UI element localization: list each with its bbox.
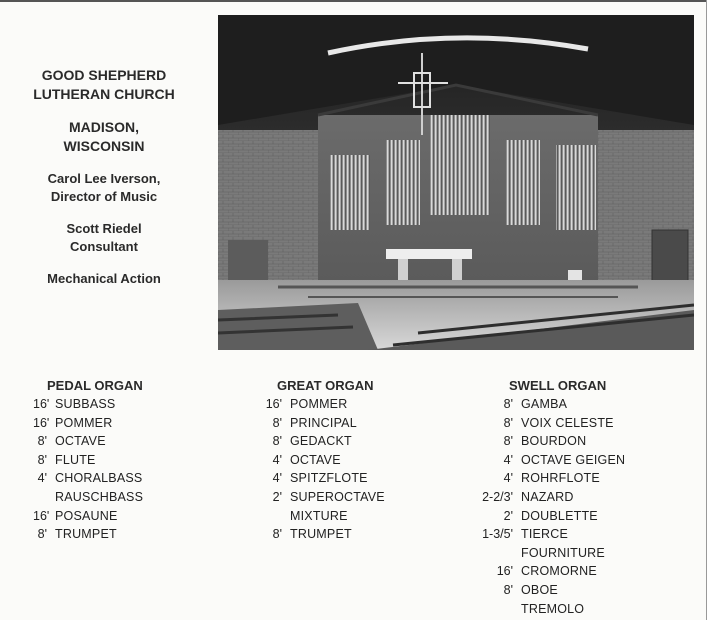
stop-name: TREMOLO [521,601,585,616]
stop-row [477,581,625,600]
stop-name: POMMER [290,397,348,411]
stop-name: DOUBLETTE [521,508,598,523]
division-title: SWELL ORGAN [509,378,607,393]
stop-name: GAMBA [521,397,568,411]
stop-size: 1-3/5' [482,527,513,542]
stop-size: 8' [503,582,513,597]
sanctuary-photo [218,15,694,350]
stop-size: 2' [272,489,282,504]
stop-row [265,507,385,526]
stop-row [33,395,143,414]
stop-size: 16' [33,508,50,523]
stop-size [477,600,521,619]
action-line: Mechanical Action [47,271,161,286]
church-name [14,66,194,104]
stop-size: 4' [503,452,513,467]
stop-row [265,451,385,470]
division-title: PEDAL ORGAN [47,378,143,393]
stop-row [477,451,625,470]
stop-row [265,414,385,433]
stop-size: 2' [503,508,513,523]
stop-row [33,469,143,488]
stop-name: RAUSCHBASS [55,489,144,504]
stop-row [477,525,625,544]
location-line: MADISON, [69,119,139,135]
stop-size: 4' [272,471,282,486]
stop-name: TIERCE [521,527,569,542]
church-info [14,66,194,302]
stop-row [477,488,625,507]
stop-name: TRUMPET [55,527,117,542]
stop-row [33,488,143,507]
stop-row [33,432,143,451]
consultant-credit [14,220,194,256]
stop-size: 4' [272,452,282,467]
top-border [0,0,707,2]
stop-name: CHORALBASS [55,471,143,486]
stop-row [33,451,143,470]
stop-name: TRUMPET [290,527,352,542]
stop-name: PRINCIPAL [290,415,357,430]
director-credit [14,170,194,206]
stop-size: 16' [33,397,50,411]
stop-row [33,414,143,433]
stop-size: 8' [503,415,513,430]
stop-row [477,395,625,414]
location-line: WISCONSIN [63,138,145,154]
sanctuary-illustration [218,15,694,350]
church-name-line: LUTHERAN CHURCH [33,86,175,102]
stop-name: VOIX CELESTE [521,415,614,430]
stop-name: SPITZFLOTE [290,471,368,486]
stop-name: GEDACKT [290,434,352,449]
action-type [14,270,194,288]
stop-name: BOURDON [521,434,587,449]
stop-name: MIXTURE [290,508,348,523]
stop-size: 8' [503,397,513,411]
stop-name: SUPEROCTAVE [290,489,385,504]
stop-size: 4' [503,471,513,486]
stop-row [265,395,385,414]
stop-name: OCTAVE [290,452,341,467]
stop-row [265,488,385,507]
stop-row [33,507,143,526]
stop-size: 4' [37,471,47,486]
stop-row [477,600,625,619]
stop-size: 8' [37,527,47,542]
director-line: Director of Music [50,189,158,204]
stop-row [477,507,625,526]
stop-name: FOURNITURE [521,545,605,560]
church-location [14,118,194,156]
stop-row [477,469,625,488]
stop-size [265,507,290,526]
stop-row [33,525,143,544]
stop-name: OCTAVE [55,434,106,449]
stop-name: OBOE [521,582,558,597]
stop-name: SUBBASS [55,397,116,411]
stop-size: 8' [272,434,282,449]
stop-size: 8' [503,434,513,449]
stop-size: 8' [272,527,282,542]
stop-name: NAZARD [521,489,574,504]
director-line: Carol Lee Iverson, [47,171,161,186]
stop-size [477,544,521,563]
stop-name: POMMER [55,415,113,430]
division-title: GREAT ORGAN [277,378,374,393]
stop-row [265,525,385,544]
stop-name: FLUTE [55,452,96,467]
stop-row [265,469,385,488]
stop-size: 8' [272,415,282,430]
stop-size: 8' [37,452,47,467]
consultant-line: Consultant [70,239,138,254]
stop-name: POSAUNE [55,508,118,523]
stop-size: 2-2/3' [482,489,513,504]
stop-row [265,432,385,451]
stop-row [477,544,625,563]
consultant-line: Scott Riedel [66,221,142,236]
stop-row [477,414,625,433]
church-name-line: GOOD SHEPHERD [41,67,167,83]
stop-size: 16' [496,564,513,579]
stop-name: OCTAVE GEIGEN [521,452,626,467]
stop-name: CROMORNE [521,564,597,579]
great-organ-column [265,378,385,544]
stop-size: 16' [33,415,50,430]
pedal-organ-column [33,378,143,544]
stop-row [477,432,625,451]
stop-row [477,562,625,581]
stop-size: 16' [265,397,282,411]
swell-organ-column [477,378,625,618]
stop-size: 8' [37,434,47,449]
stop-size [33,488,55,507]
stop-name: ROHRFLOTE [521,471,600,486]
